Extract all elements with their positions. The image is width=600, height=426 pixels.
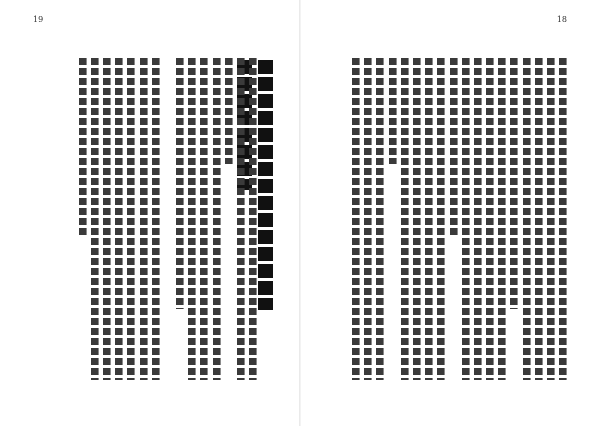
text-column (77, 58, 87, 380)
section-heading-line (257, 60, 274, 310)
text-column (199, 58, 209, 380)
text-column (375, 58, 385, 380)
text-column (187, 58, 197, 380)
text-column (448, 58, 458, 380)
text-column (114, 58, 124, 380)
text-column (175, 58, 185, 380)
text-column (236, 58, 246, 380)
text-column (509, 58, 519, 380)
text-column (558, 58, 568, 380)
text-column (102, 58, 112, 380)
text-column (138, 58, 148, 380)
text-column (461, 58, 471, 380)
text-column (90, 58, 100, 380)
text-column (351, 58, 361, 380)
body-text (312, 58, 568, 380)
text-column (473, 58, 483, 380)
body-text (32, 58, 258, 380)
text-column (211, 58, 221, 380)
text-column (363, 58, 373, 380)
page-number: 18 (556, 15, 567, 24)
text-column (400, 58, 410, 380)
text-column-gap (163, 58, 173, 380)
text-column (497, 58, 507, 380)
right-page (300, 0, 600, 426)
text-column (485, 58, 495, 380)
text-column (436, 58, 446, 380)
page-number: 19 (33, 15, 44, 24)
text-column (534, 58, 544, 380)
text-column (224, 58, 234, 380)
text-column (424, 58, 434, 380)
text-column (248, 58, 258, 380)
text-column (412, 58, 422, 380)
text-column (151, 58, 161, 380)
text-column (521, 58, 531, 380)
text-column (126, 58, 136, 380)
text-column (546, 58, 556, 380)
text-column (387, 58, 397, 380)
